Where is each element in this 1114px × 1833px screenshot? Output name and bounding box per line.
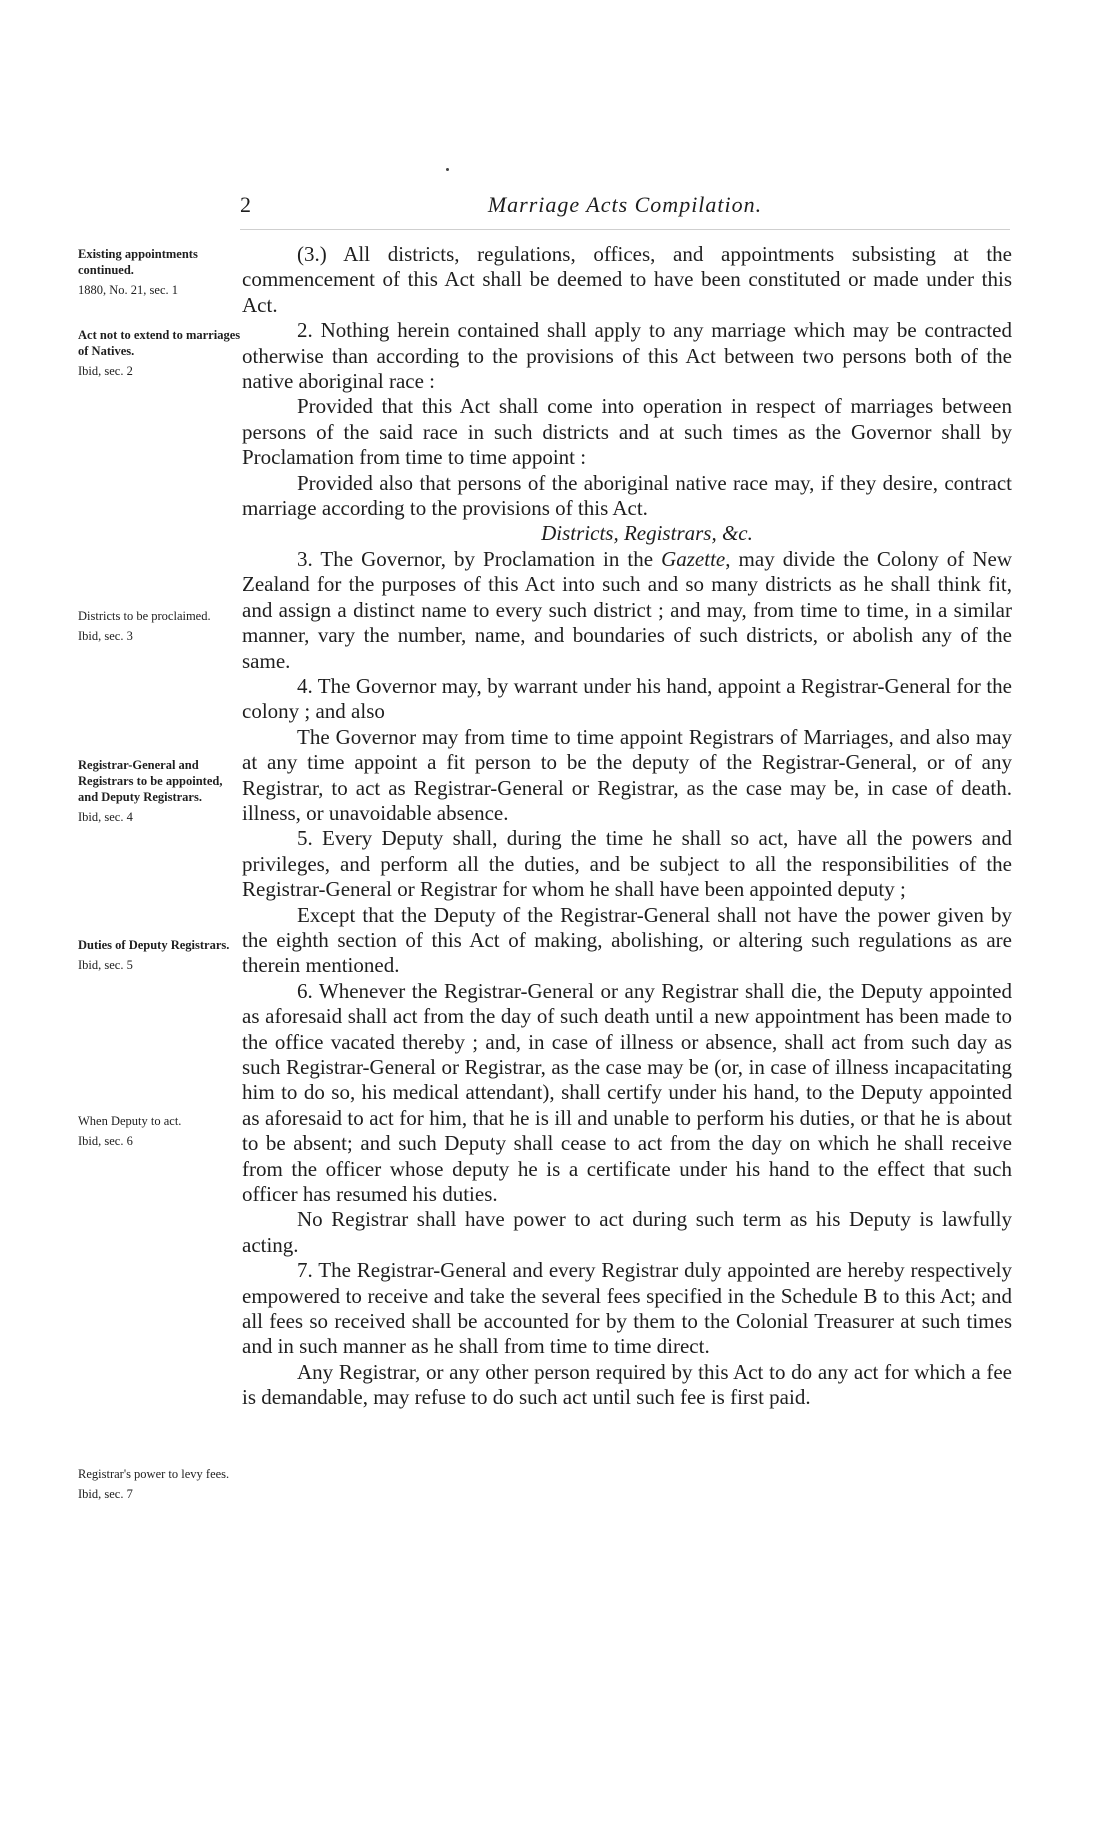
paragraph: No Registrar shall have power to act during such term as his Deputy is lawfully acting. [242,1207,1012,1257]
margin-note [78,1466,243,1502]
margin-note-cite: Ibid, sec. 5 [78,958,133,972]
paragraph: 7. The Registrar-General and every Registrar duly appointed are hereby respectively empowered to receive and take the several fees specified in the Schedule B to this Act; and all fees so received shall be accounted for by them to the Colonial Treasurer at such times and in such manner as he shall from time to time direct. [242,1258,1012,1359]
margin-note-title: Existing appointments continued. [78,247,198,277]
page-header [240,192,1010,222]
margin-note-cite: Ibid, sec. 3 [78,629,133,643]
margin-note-title: Duties of Deputy Registrars. [78,938,230,952]
margin-note [78,246,243,298]
margin-note [78,1113,243,1149]
margin-note [78,937,243,973]
page-number: 2 [240,192,251,217]
paragraph: The Governor may from time to time appoint Registrars of Marriages, and also may at any time appoint a fit person to be the deputy of the Registrar-General, or of any Registrar, to act as Registrar-General or Registrar, as the case may be, in case of death. illness, or unavoidable absence. [242,724,1012,825]
header-rule [240,229,1010,230]
margin-note-title: Registrar's power to levy fees. [78,1467,230,1481]
ink-dot [446,168,449,171]
paragraph: Any Registrar, or any other person required by this Act to do any act for which a fee is demandable, may refuse to do such act until such fee is first paid. [242,1359,1012,1410]
gazette-italic: Gazette [661,546,726,571]
margin-note-cite: Ibid, sec. 7 [78,1487,133,1501]
paragraph: 6. Whenever the Registrar-General or any Registrar shall die, the Deputy appointed as aforesaid shall act from the day of such death until a new appointment has been made to the office vacated thereby ; and, in case of illness or absence, shall act from such day as such Registrar-General or Registrar, as the case may be (or, in case of illness incapacitating him to do so, his medical attendant), shall certify under his hand, to the Deputy appointed as aforesaid to act for him, that he is ill and unable to perform his duties, or that he is about to be absent; and such Deputy shall cease to act from the day on which he shall receive from the officer whose deputy he is a certificate under his hand to the effect that such officer has resumed his duties. [242,978,1012,1207]
margin-note [78,327,243,379]
body-text [242,242,1012,1411]
section-heading: Districts, Registrars, &c. [541,521,753,546]
paragraph: Except that the Deputy of the Registrar-General shall not have the power given by the eighth section of this Act of making, abolishing, or altering such regulations as are therein mentioned. [242,902,1012,978]
margin-note-title: Registrar-General and Registrars to be appointed, and Deputy Registrars. [78,758,223,804]
paragraph-text: 3. The Governor, by Proclamation in the [297,546,662,571]
paragraph: Provided also that persons of the aboriginal native race may, if they desire, contract marriage according to the provisions of this Act. [242,470,1012,521]
margin-note-title: Districts to be proclaimed. [78,609,211,623]
margin-note-title: Act not to extend to marriages of Natives. [78,328,241,358]
margin-note-cite: Ibid, sec. 2 [78,364,133,378]
margin-note [78,608,243,644]
paragraph: 2. Nothing herein contained shall apply to any marriage which may be contracted otherwise than according to the provisions of this Act between two persons both of the native aboriginal race : [242,318,1012,394]
margin-note-cite: Ibid, sec. 4 [78,810,133,824]
margin-note-cite: 1880, No. 21, sec. 1 [78,283,178,297]
paragraph [242,547,1012,674]
paragraph: Provided that this Act shall come into operation in respect of marriages between persons of the said race in such districts and at such times as the Governor shall by Proclamation from time to time appoint : [242,394,1012,470]
running-title: Marriage Acts Compilation. [487,192,763,217]
paragraph-text: , may divide the Colony of New Zealand for the purposes of this Act into such and so many districts as he shall think fit, and assign a distinct name to every such district ; and may, from time to time, in a similar manner, vary the number, name, and boundaries of such districts, or abolish any of the same. [242,546,1012,673]
margin-note-cite: Ibid, sec. 6 [78,1134,133,1148]
paragraph: (3.) All districts, regulations, offices, and appointments subsisting at the commencement of this Act shall be deemed to have been constituted or made under this Act. [242,242,1012,317]
margin-note [78,757,243,825]
margin-note-title: When Deputy to act. [78,1114,182,1128]
paragraph: 5. Every Deputy shall, during the time he shall so act, have all the powers and privileges, and perform all the duties, and be subject to all the responsibilities of the Registrar-General or Registrar for whom he shall have been appointed deputy ; [242,826,1012,902]
paragraph: 4. The Governor may, by warrant under his hand, appoint a Registrar-General for the colony ; and also [242,673,1012,724]
